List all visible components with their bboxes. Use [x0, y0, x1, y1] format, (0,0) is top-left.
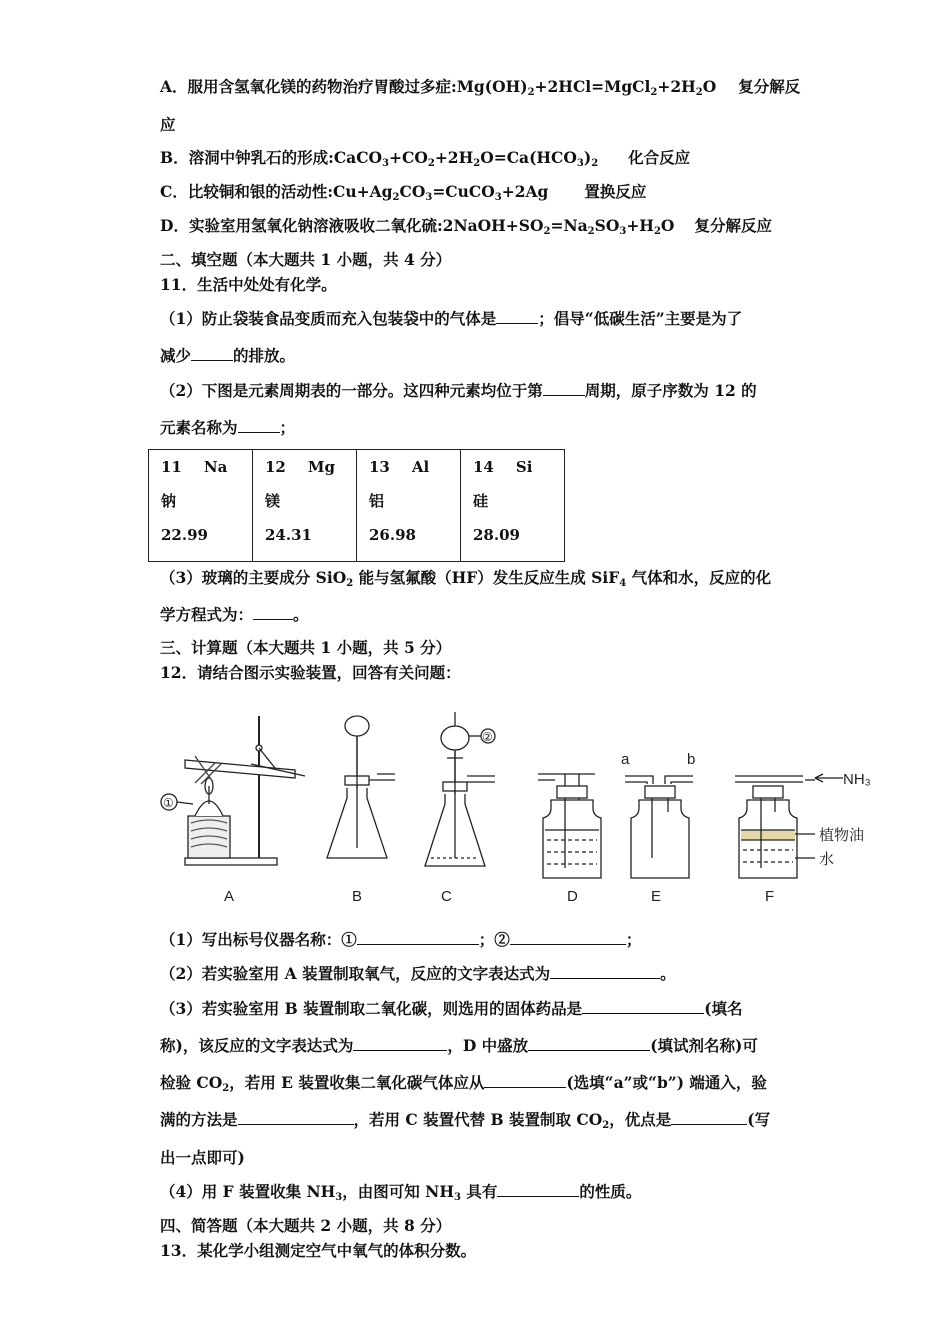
q12-part3-cont2: 检验 $CO_2$，若用 E 装置收集二氧化碳气体应从 (选填“a”或“b”) 端通入，验 — [160, 1073, 767, 1094]
blank[interactable] — [510, 930, 626, 945]
q12-part2: （2）若实验室用 A 装置制取氧气，反应的文字表达式为 。 — [160, 964, 676, 983]
element-cell-si: 14 Si 硅 28.09 — [461, 450, 565, 562]
blank[interactable] — [253, 605, 293, 620]
q12-part1: （1）写出标号仪器名称：① ；② ； — [160, 930, 642, 949]
section3-heading: 三、计算题（本大题共 1 小题，共 5 分） — [160, 638, 452, 657]
mark-2: ② — [482, 730, 493, 744]
blank[interactable] — [191, 346, 233, 361]
q12-part3-cont4: 出一点即可) — [160, 1148, 245, 1167]
blank[interactable] — [528, 1036, 650, 1051]
apparatus-a — [161, 716, 305, 865]
apparatus-e — [625, 776, 693, 878]
apparatus-b — [327, 716, 395, 858]
label-a: a — [621, 751, 630, 768]
mark-1: ① — [163, 796, 174, 810]
q12-part3-cont1: 称)，该反应的文字表达式为 ，D 中盛放 (填试剂名称)可 — [160, 1036, 758, 1055]
blank[interactable] — [496, 309, 538, 324]
option-b: B．溶洞中钟乳石的形成$:CaCO_3+CO_2+2H_2O=Ca(HCO_3)_2$ 化合反应 — [160, 148, 691, 169]
q12-part3: （3）若实验室用 B 装置制取二氧化碳，则选用的固体药品是 (填名 — [160, 999, 743, 1018]
label-oil: 植物油 — [819, 827, 865, 844]
option-c: C．比较铜和银的活动性$:Cu+Ag_2CO_3=CuCO_3+2Ag$ 置换反应 — [160, 182, 647, 203]
lab-apparatus-figure — [155, 708, 875, 908]
label-apparatus-c: C — [441, 888, 452, 905]
periodic-table-excerpt — [148, 449, 565, 562]
label-apparatus-e: E — [651, 888, 662, 905]
q13-title: 13．某化学小组测定空气中氧气的体积分数。 — [160, 1241, 477, 1260]
blank[interactable] — [353, 1036, 447, 1051]
q11-part1-cont: 减少 的排放。 — [160, 346, 296, 365]
option-d: D．实验室用氢氧化钠溶液吸收二氧化硫$:2NaOH+SO_2=Na_2SO_3+H_2O$ 复分解反应 — [160, 216, 772, 237]
blank[interactable] — [582, 999, 704, 1014]
q11-part3: （3）玻璃的主要成分 SiO$_2$ 能与氢氟酸（HF）发生反应生成 SiF$_4$ 气体和水，反应的化 — [160, 568, 772, 589]
q11-part2: （2）下图是元素周期表的一部分。这四种元素均位于第 周期，原子序数为 12 的 — [160, 381, 757, 400]
q12-title: 12．请结合图示实验装置，回答有关问题： — [160, 663, 461, 682]
element-cell-mg: 12 Mg 镁 24.31 — [253, 450, 357, 562]
blank[interactable] — [671, 1110, 747, 1125]
section4-heading: 四、简答题（本大题共 2 小题，共 8 分） — [160, 1216, 452, 1235]
section2-heading: 二、填空题（本大题共 1 小题，共 4 分） — [160, 250, 452, 269]
blank[interactable] — [484, 1073, 566, 1088]
element-cell-na: 11 Na 钠 22.99 — [149, 450, 253, 562]
label-apparatus-f: F — [765, 888, 775, 905]
label-nh3: NH₃ — [843, 771, 871, 788]
blank[interactable] — [543, 381, 585, 396]
label-water: 水 — [819, 851, 835, 868]
q12-part3-cont3: 满的方法是 ，若用 C 装置代替 B 装置制取 $CO_2$，优点是 (写 — [160, 1110, 771, 1131]
blank[interactable] — [238, 418, 280, 433]
option-a: A．服用含氢氧化镁的药物治疗胃酸过多症$:Mg(OH)_2+2HCl=MgCl_2+2H_2O$ 复分解反 — [160, 77, 801, 98]
label-apparatus-d: D — [567, 888, 578, 905]
label-apparatus-b: B — [352, 888, 363, 905]
blank[interactable] — [357, 930, 479, 945]
option-a-cont: 应 — [160, 115, 176, 134]
q11-title: 11．生活中处处有化学。 — [160, 275, 337, 294]
element-cell-al: 13 Al 铝 26.98 — [357, 450, 461, 562]
blank[interactable] — [550, 964, 660, 979]
q12-part4: （4）用 F 装置收集 $NH_3$，由图可知 $NH_3$ 具有 的性质。 — [160, 1182, 642, 1203]
q11-part1: （1）防止袋装食品变质而充入包装袋中的气体是 ；倡导“低碳生活”主要是为了 — [160, 309, 743, 328]
blank[interactable] — [497, 1182, 579, 1197]
q11-part2-cont: 元素名称为 ； — [160, 418, 296, 437]
blank[interactable] — [238, 1110, 354, 1125]
apparatus-d — [538, 774, 601, 878]
label-apparatus-a: A — [224, 888, 235, 905]
q11-part3-cont: 学方程式为： 。 — [160, 605, 309, 624]
label-b: b — [687, 751, 696, 768]
